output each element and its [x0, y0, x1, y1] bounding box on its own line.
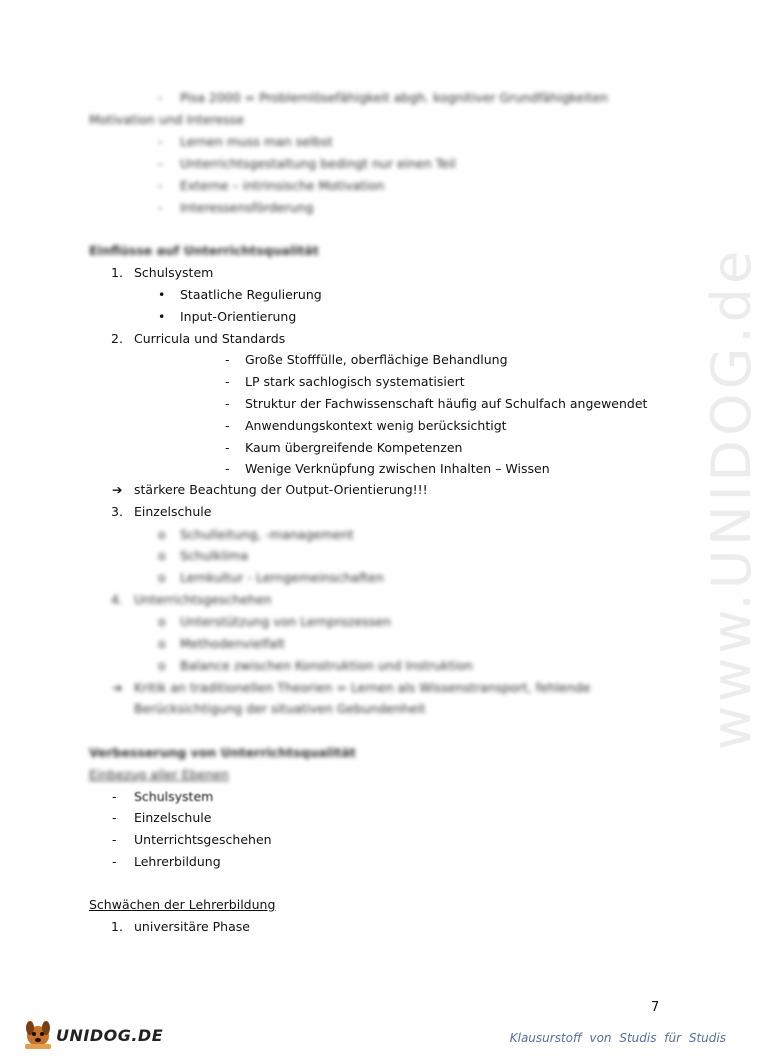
list-item-einzelschule: Einzelschule [134, 504, 212, 519]
list-item: Lernkultur - Lerngemeinschaften [180, 570, 384, 585]
subheading: Einbezug aller Ebenen [89, 767, 229, 782]
dash-marker: - [112, 810, 117, 825]
circle-bullet: o [158, 658, 166, 673]
arrow-right-icon: ➔ [112, 680, 123, 695]
list-item: Lehrerbildung [134, 854, 221, 869]
footer-tagline: Klausurstoff von Studis für Studis [509, 1031, 726, 1045]
dash-marker: - [225, 440, 230, 455]
list-item: Unterstützung von Lernprozessen [180, 614, 391, 629]
circle-bullet: o [158, 527, 166, 542]
dash-marker: - [225, 396, 230, 411]
list-item: Kaum übergreifende Kompetenzen [245, 440, 463, 455]
dash-marker: - [112, 789, 117, 804]
circle-bullet: o [158, 636, 166, 651]
list-number: 2. [111, 331, 123, 346]
list-number: 1. [111, 919, 123, 934]
list-item: Schulsystem [134, 789, 214, 804]
dash-marker: - [225, 374, 230, 389]
pisa-line: Pisa 2000 = Problemlösefähigkeit abgh. kognitiver Grundfähigkeiten [180, 90, 608, 105]
list-item-schulsystem: Schulsystem [134, 265, 214, 280]
dash-marker: - [158, 200, 163, 215]
list-item: Einzelschule [134, 810, 212, 825]
arrow-note-continued: Berücksichtigung der situativen Gebundenheit [134, 701, 426, 716]
dash-marker: - [158, 156, 163, 171]
bullet-marker: • [158, 287, 166, 302]
list-item: Unterrichtsgestaltung bedingt nur einen Teil [180, 156, 456, 171]
arrow-note: Kritik an traditionellen Theorien = Lernen als Wissenstransport, fehlende [134, 680, 591, 695]
unidog-logo [20, 1016, 164, 1052]
dash-marker: - [158, 90, 163, 105]
list-item: universitäre Phase [134, 919, 250, 934]
list-item: Große Stofffülle, oberflächige Behandlung [245, 352, 508, 367]
list-number: 1. [111, 265, 123, 280]
logo-text: UNIDOG.DE [56, 1026, 164, 1045]
section-heading-schwaechen: Schwächen der Lehrerbildung [89, 897, 276, 912]
list-number: 3. [111, 504, 123, 519]
dash-marker: - [158, 178, 163, 193]
section-heading-verbesserung: Verbesserung von Unterrichtsqualität [89, 745, 356, 760]
dash-marker: - [225, 352, 230, 367]
list-item: Balance zwischen Konstruktion und Instruktion [180, 658, 473, 673]
bullet-marker: • [158, 309, 166, 324]
list-item: Externe – intrinsische Motivation [180, 178, 385, 193]
arrow-right-icon: ➔ [112, 482, 123, 497]
page-number: 7 [651, 1000, 660, 1015]
list-item: Schulleitung, -management [180, 527, 354, 542]
list-item: Interessensförderung [180, 200, 314, 215]
list-item: Methodenvielfalt [180, 636, 285, 651]
dash-marker: - [225, 461, 230, 476]
circle-bullet: o [158, 570, 166, 585]
motivation-heading: Motivation und Interesse [89, 112, 245, 127]
list-item: Struktur der Fachwissenschaft häufig auf Schulfach angewendet [245, 396, 648, 411]
dog-icon [20, 1016, 56, 1052]
list-item: LP stark sachlogisch systematisiert [245, 374, 465, 389]
watermark-text: www.UNIDOG.de [700, 246, 763, 750]
dash-marker: - [112, 854, 117, 869]
list-item-unterricht: Unterrichtsgeschehen [134, 592, 272, 607]
list-item-curricula: Curricula und Standards [134, 331, 286, 346]
list-item: Staatliche Regulierung [180, 287, 322, 302]
list-item: Schulklima [180, 548, 249, 563]
list-item: Input-Orientierung [180, 309, 297, 324]
list-item: Wenige Verknüpfung zwischen Inhalten – Wissen [245, 461, 550, 476]
arrow-note: stärkere Beachtung der Output-Orientierung!!! [134, 482, 428, 497]
list-number: 4. [111, 592, 123, 607]
list-item: Lernen muss man selbst [180, 134, 333, 149]
dash-marker: - [225, 418, 230, 433]
dash-marker: - [112, 832, 117, 847]
list-item: Anwendungskontext wenig berücksichtigt [245, 418, 507, 433]
list-item: Unterrichtsgeschehen [134, 832, 272, 847]
circle-bullet: o [158, 614, 166, 629]
watermark [640, 80, 763, 750]
dash-marker: - [158, 134, 163, 149]
circle-bullet: o [158, 548, 166, 563]
section-heading-einfluesse: Einflüsse auf Unterrichtsqualität [89, 243, 319, 258]
